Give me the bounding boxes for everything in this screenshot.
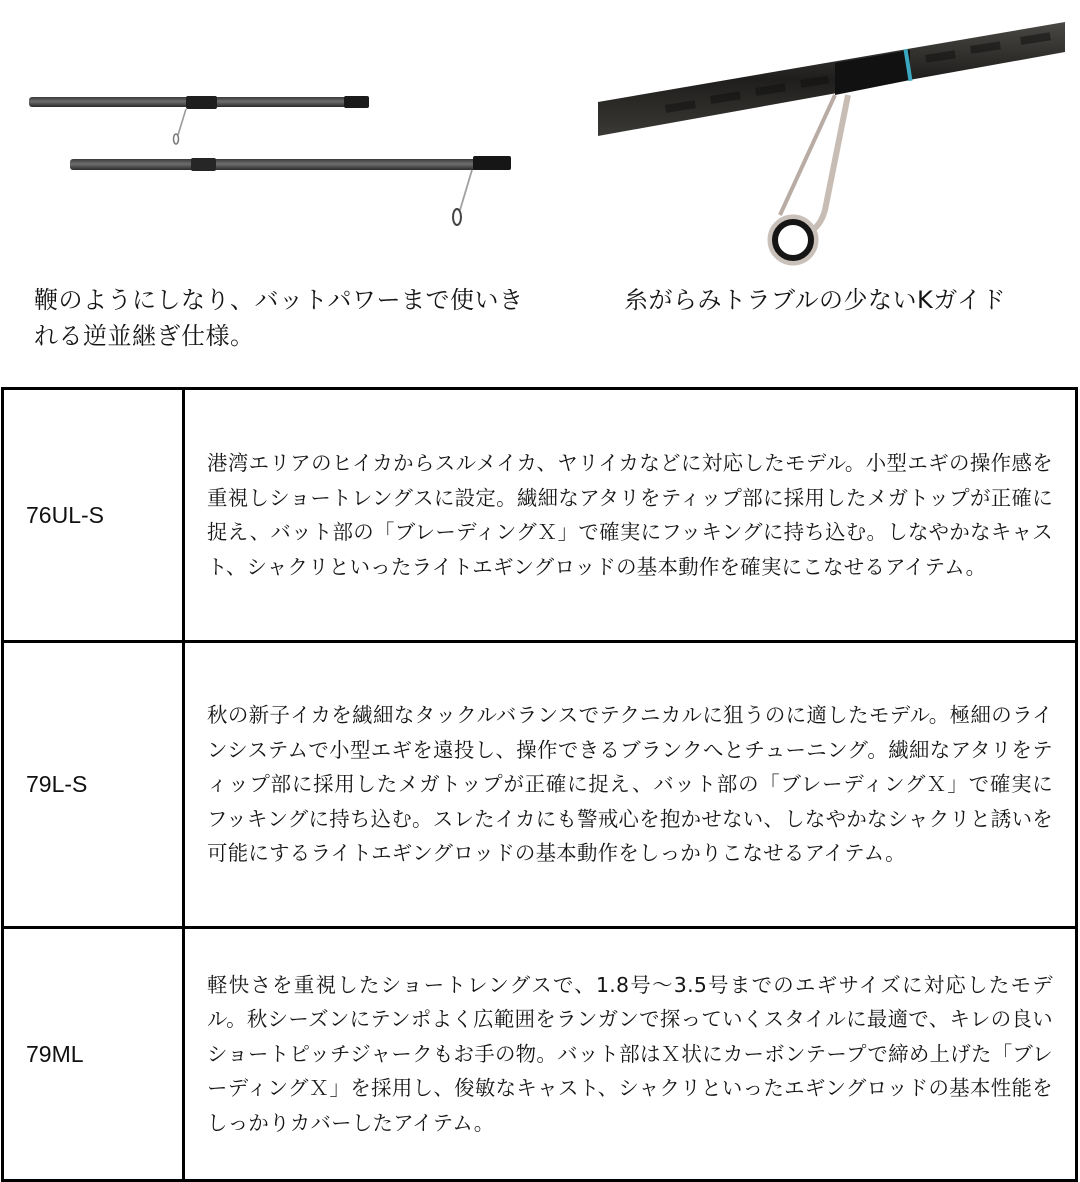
k-guide-illustration: [580, 0, 1080, 280]
table-row: [3, 642, 1077, 928]
rod-sections-illustration: [0, 60, 540, 250]
model-description: 港湾エリアのヒイカからスルメイカ、ヤリイカなどに対応したモデル。小型エギの操作感を重視しショートレングスに設定。繊細なアタリをティップ部に採用したメガトップが正確に捉え、バット部の「ブレーディングＸ」で確実にフッキングに持ち込む。しなやかなキャスト、シャクリといったライトエギングロッドの基本動作を確実にこなせるアイテム。: [184, 389, 1077, 642]
table-row: [3, 928, 1077, 1181]
model-description: 軽快さを重視したショートレングスで、1.8号〜3.5号までのエギサイズに対応したモデル。秋シーズンにテンポよく広範囲をランガンで探っていくスタイルに最適で、キレの良いショートピッチジャークもお手の物。バット部はＸ状にカーボンテープで締め上げた「ブレーディングＸ」を採用し、俊敏なキャスト、シャクリといったエギングロッドの基本性能をしっかりカバーしたアイテム。: [184, 928, 1077, 1181]
k-guide-caption: 糸がらみトラブルの少ないKガイド: [624, 286, 1007, 314]
model-name: 79ML: [3, 928, 184, 1181]
model-description: 秋の新子イカを繊細なタックルバランスでテクニカルに狙うのに適したモデル。極細のラインシステムで小型エギを遠投し、操作できるブランクへとチューニング。繊細なアタリをティップ部に採用したメガトップが正確に捉え、バット部の「ブレーディングＸ」で確実にフッキングに持ち込む。スレたイカにも警戒心を抱かせない、しなやかなシャクリと誘いを可能にするライトエギングロッドの基本動作をしっかりこなせるアイテム。: [184, 642, 1077, 928]
rod-sections-photo: [0, 60, 540, 250]
reverse-joint-caption: 鞭のようにしなり、バットパワーまで使いきれる逆並継ぎ仕様。: [34, 286, 524, 350]
table-row: [3, 389, 1077, 642]
model-name: 76UL-S: [3, 389, 184, 642]
model-spec-table: [1, 387, 1078, 1182]
k-guide-photo: [580, 0, 1080, 280]
model-name: 79L-S: [3, 642, 184, 928]
